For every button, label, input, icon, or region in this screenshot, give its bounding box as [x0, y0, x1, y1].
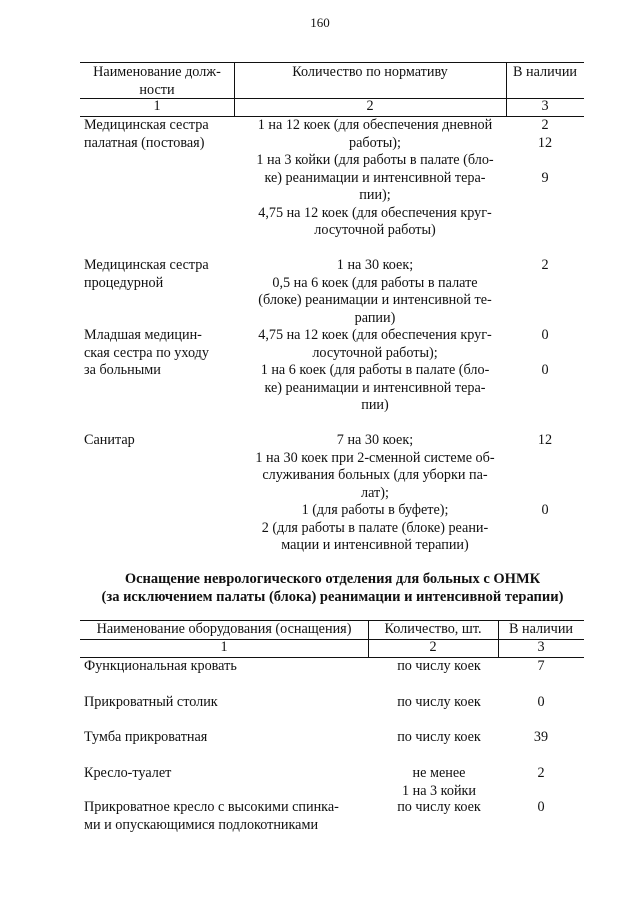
equipment-quantity: по числу коек — [397, 729, 481, 745]
table-rule — [80, 62, 584, 63]
norm-line: 1 на 12 коек (для обеспечения дневной — [257, 117, 493, 133]
name-line: Медицинская сестра — [84, 257, 209, 273]
norm-line: 4,75 на 12 коек (для обеспечения круг- — [258, 327, 492, 343]
staff-name — [84, 432, 244, 450]
staff-norm — [230, 327, 520, 415]
staff-norm — [230, 117, 520, 240]
staff-available: 2 — [541, 117, 549, 133]
equipment-name: Прикроватный столик — [84, 694, 218, 710]
index-cell: 1 — [153, 98, 161, 114]
equipment-name: Функциональная кровать — [84, 658, 237, 674]
norm-line: служивания больных (для уборки па- — [262, 467, 488, 483]
section-title-line: (за исключением палаты (блока) реанимации и интенсивной терапии) — [101, 589, 564, 605]
equipment-quantity: по числу коек — [397, 799, 481, 815]
norm-line: пии); — [359, 187, 391, 203]
norm-line: 4,75 на 12 коек (для обеспечения круг- — [258, 204, 492, 221]
staff-available: 0 — [541, 502, 549, 518]
staff-available: 12 — [537, 135, 553, 151]
quantity-line: 1 на 3 койки — [401, 782, 477, 799]
staff-available: 0 — [541, 362, 549, 378]
name-line: Медицинская сестра — [84, 117, 209, 133]
name-line: ми и опускающимися подлокотниками — [84, 816, 319, 833]
norm-line: ке) реанимации и интенсивной тера- — [264, 379, 486, 396]
header-quantity: Количество, шт. — [384, 621, 482, 637]
norm-line: рапии) — [354, 309, 396, 326]
header-available: В наличии — [508, 621, 574, 637]
index-cell: 3 — [541, 98, 549, 114]
name-line: процедурной — [84, 274, 164, 291]
norm-line: 2 (для работы в палате (блоке) реани- — [261, 519, 489, 536]
norm-line: лосуточной работы); — [312, 344, 438, 361]
section-title — [60, 570, 605, 606]
norm-line: 1 на 30 коек при 2-сменной системе об- — [255, 449, 495, 466]
norm-line: мации и интенсивной терапии) — [281, 537, 469, 553]
name-line: Санитар — [84, 432, 135, 448]
equipment-name — [84, 799, 384, 834]
header-line: Наименование долж- — [93, 64, 221, 80]
page-number: 160 — [310, 15, 330, 30]
norm-line: ке) реанимации и интенсивной тера- — [264, 169, 486, 186]
equipment-name: Тумба прикроватная — [84, 729, 208, 745]
staff-norm — [230, 432, 520, 555]
index-cell: 1 — [220, 639, 228, 655]
name-line: ская сестра по уходу — [84, 344, 209, 361]
norm-line: 1 на 6 коек (для работы в палате (бло- — [260, 362, 490, 378]
norm-line: лат); — [361, 484, 389, 501]
equipment-available: 7 — [537, 658, 545, 674]
norm-line: лосуточной работы) — [314, 222, 436, 238]
staff-available: 9 — [541, 170, 549, 186]
staff-available: 0 — [541, 327, 549, 343]
index-cell: 2 — [366, 98, 374, 114]
equipment-quantity: по числу коек — [397, 658, 481, 674]
index-cell: 2 — [429, 639, 437, 655]
staff-name — [84, 327, 244, 380]
section-title-line: Оснащение неврологического отделения для больных с ОНМК — [124, 571, 541, 587]
name-line: Младшая медицин- — [84, 327, 202, 343]
header-position — [80, 64, 234, 99]
header-line: ности — [139, 81, 175, 98]
norm-line: 7 на 30 коек; — [336, 432, 414, 448]
name-line: Прикроватное кресло с высокими спинка- — [84, 799, 339, 815]
name-line: палатная (постовая) — [84, 134, 205, 151]
quantity-line: не менее — [412, 765, 466, 781]
staff-norm — [230, 257, 520, 327]
norm-line: 1 на 3 койки (для работы в палате (бло- — [256, 152, 494, 168]
name-line: за больными — [84, 362, 161, 378]
norm-line: (блоке) реанимации и интенсивной те- — [258, 292, 492, 308]
equipment-quantity: по числу коек — [397, 694, 481, 710]
norm-line: пии) — [361, 397, 389, 413]
equipment-available: 2 — [537, 765, 545, 781]
equipment-available: 0 — [537, 694, 545, 710]
norm-line: 0,5 на 6 коек (для работы в палате — [272, 274, 478, 291]
header-equipment: Наименование оборудования (оснащения) — [96, 621, 352, 637]
header-available: В наличии — [512, 64, 578, 80]
staff-available: 12 — [537, 432, 553, 448]
equipment-name: Кресло-туалет — [84, 765, 172, 781]
staff-name — [84, 257, 244, 292]
staff-table — [80, 62, 584, 562]
equipment-available: 39 — [533, 729, 549, 745]
norm-line: 1 (для работы в буфете); — [301, 502, 449, 518]
header-norm: Количество по нормативу — [292, 64, 448, 80]
norm-line: 1 на 30 коек; — [336, 257, 414, 273]
equipment-table — [80, 620, 584, 840]
staff-name — [84, 117, 244, 152]
index-cell: 3 — [537, 639, 545, 655]
staff-available: 2 — [541, 257, 549, 273]
equipment-available: 0 — [537, 799, 545, 815]
norm-line: работы); — [349, 134, 401, 151]
equipment-quantity — [364, 765, 514, 800]
